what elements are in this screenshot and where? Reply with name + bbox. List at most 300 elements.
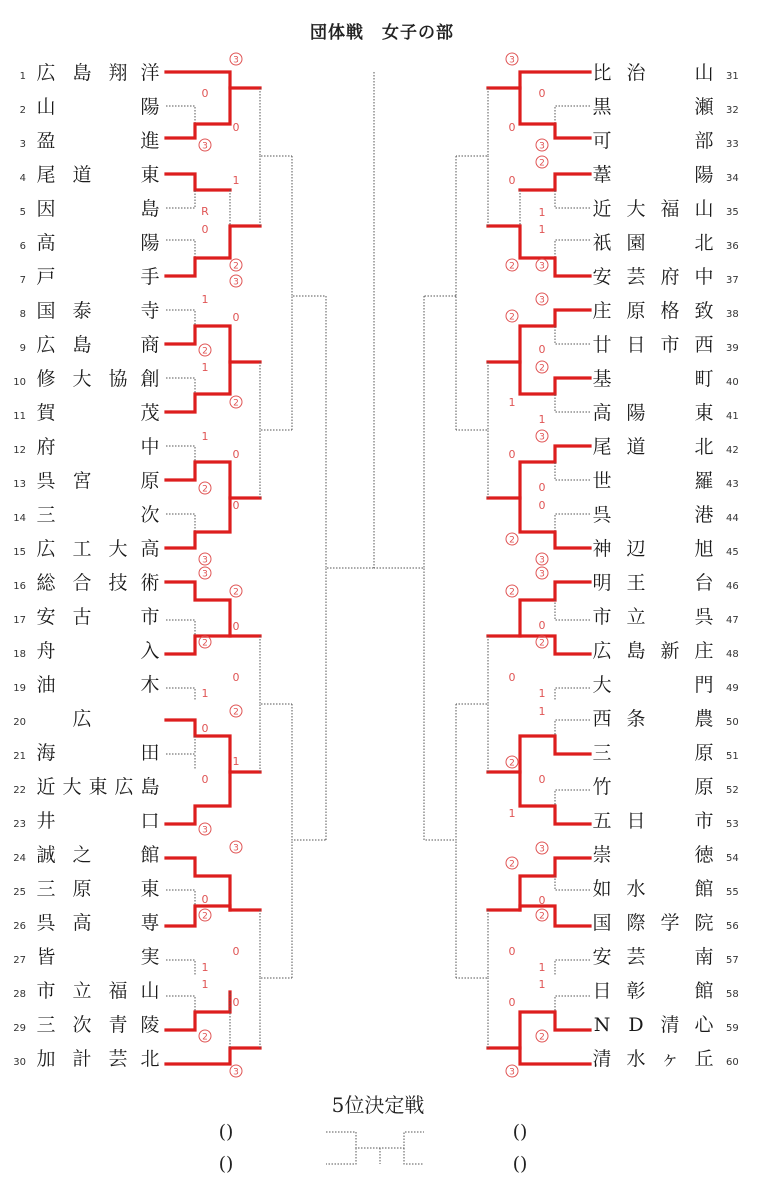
team-name-char: 館 xyxy=(694,980,714,1002)
team-name-char: 水 xyxy=(626,1048,646,1070)
team-name-char: 国 xyxy=(36,300,56,322)
score-value: 0 xyxy=(508,671,516,684)
team-number: 15 xyxy=(13,547,26,558)
score-value: 0 xyxy=(232,996,240,1009)
team-number: 21 xyxy=(13,751,26,762)
team-name-char: 呉 xyxy=(36,912,56,934)
team-name-char: 原 xyxy=(694,776,714,798)
team-name-char: 修 xyxy=(36,368,56,390)
team-name-char: 寺 xyxy=(140,300,160,322)
team-name-char: 庄 xyxy=(694,640,714,662)
team-name-char: 園 xyxy=(626,232,646,254)
score-value: 1 xyxy=(201,293,209,306)
team-name-char: 誠 xyxy=(36,844,56,866)
team-name-char: 青 xyxy=(108,1014,128,1036)
team-name-char: 世 xyxy=(592,470,612,492)
team-name-char: 木 xyxy=(140,674,160,696)
team-number: 49 xyxy=(726,683,739,694)
score-value: 2 xyxy=(539,1032,545,1043)
team-name-char: 呉 xyxy=(694,606,714,628)
team-name-char: 島 xyxy=(140,198,160,220)
score-value: 1 xyxy=(538,206,546,219)
team-name-char: 安 xyxy=(592,946,612,968)
team-name-char: 陽 xyxy=(140,96,160,118)
team-name-char: 日 xyxy=(592,980,612,1002)
right-bracket-lines xyxy=(374,72,590,1064)
team-name-char: 大 xyxy=(108,538,128,560)
team-name-char: 葦 xyxy=(592,164,612,186)
team-name-char: 心 xyxy=(694,1014,714,1036)
team-number: 41 xyxy=(726,411,739,422)
left-team-list xyxy=(13,62,159,1070)
team-name-char: 計 xyxy=(72,1048,92,1070)
fifth-place-slot-right-bottom: () xyxy=(512,1153,528,1175)
team-name-char: 東 xyxy=(694,402,714,424)
team-number: 59 xyxy=(726,1023,739,1034)
team-name-char: 協 xyxy=(108,368,128,390)
team-number: 28 xyxy=(13,989,26,1000)
team-name-char: 福 xyxy=(660,198,680,220)
team-number: 60 xyxy=(726,1057,739,1068)
score-value: 2 xyxy=(202,638,208,649)
team-number: 36 xyxy=(726,241,739,252)
team-number: 22 xyxy=(13,785,26,796)
score-value: 0 xyxy=(232,671,240,684)
fifth-place-slot-right-top: () xyxy=(512,1121,528,1143)
score-value: 0 xyxy=(508,174,516,187)
team-number: 9 xyxy=(19,343,26,354)
team-name-char: 島 xyxy=(72,62,92,84)
score-value: 0 xyxy=(508,996,516,1009)
score-value: 0 xyxy=(538,894,546,907)
team-name-char: 口 xyxy=(140,810,160,832)
team-name-char: 安 xyxy=(36,606,56,628)
score-value: 3 xyxy=(202,569,208,580)
team-name-char: 専 xyxy=(140,912,160,934)
left-score-labels xyxy=(199,53,242,1078)
team-number: 27 xyxy=(13,955,26,966)
team-name-char: 山 xyxy=(694,198,714,220)
team-name-char: 海 xyxy=(36,742,56,764)
team-number: 1 xyxy=(19,71,26,82)
team-name-char: 瀬 xyxy=(694,96,714,118)
team-name-char: 因 xyxy=(36,198,56,220)
team-name-char: 戸 xyxy=(36,266,56,288)
team-name-char: 陵 xyxy=(140,1014,160,1036)
team-name-char: 比 xyxy=(592,62,612,84)
team-number: 43 xyxy=(726,479,739,490)
team-number: 32 xyxy=(726,105,739,116)
score-value: 2 xyxy=(202,484,208,495)
team-name-char: 尾 xyxy=(36,164,56,186)
team-name-char: 門 xyxy=(694,674,714,696)
team-number: 10 xyxy=(13,377,26,388)
team-name-char: 呉 xyxy=(36,470,56,492)
team-name-char: 明 xyxy=(592,572,612,594)
team-number: 47 xyxy=(726,615,739,626)
team-name-char: 院 xyxy=(694,912,714,934)
team-name-char: 田 xyxy=(140,742,160,764)
score-value: 2 xyxy=(509,312,515,323)
score-value: 2 xyxy=(202,911,208,922)
team-number: 54 xyxy=(726,853,739,864)
team-name-char: 古 xyxy=(72,606,92,628)
team-number: 14 xyxy=(13,513,26,524)
team-number: 50 xyxy=(726,717,739,728)
team-name-char: 市 xyxy=(694,810,714,832)
team-name-char: 商 xyxy=(140,334,160,356)
score-value: 3 xyxy=(539,844,545,855)
team-name-char: 進 xyxy=(140,130,160,152)
team-name-char: N xyxy=(593,1014,611,1036)
team-name-char: 島 xyxy=(140,776,160,798)
score-value: 0 xyxy=(201,893,209,906)
team-name-char: 日 xyxy=(626,334,646,356)
team-name-char: 王 xyxy=(626,572,646,594)
team-name-char: 高 xyxy=(72,912,92,934)
team-number: 7 xyxy=(19,275,26,286)
score-value: 3 xyxy=(202,555,208,566)
team-name-char: 広 xyxy=(592,640,612,662)
score-value: 0 xyxy=(232,499,240,512)
team-name-char: 道 xyxy=(626,436,646,458)
score-value: 1 xyxy=(508,396,516,409)
team-name-char: 祇 xyxy=(592,232,612,254)
team-name-char: 宮 xyxy=(72,470,92,492)
score-value: 3 xyxy=(539,569,545,580)
team-name-char: 山 xyxy=(694,62,714,84)
team-name-char: 基 xyxy=(592,368,612,390)
score-value: 2 xyxy=(509,535,515,546)
team-name-char: 市 xyxy=(140,606,160,628)
team-name-char: 実 xyxy=(140,946,160,968)
score-value: 0 xyxy=(538,481,546,494)
team-name-char: 徳 xyxy=(694,844,714,866)
team-name-char: 日 xyxy=(626,810,646,832)
team-name-char: 新 xyxy=(660,640,680,662)
team-name-char: 芸 xyxy=(626,266,646,288)
team-name-char: 入 xyxy=(140,640,160,662)
team-name-char: 北 xyxy=(694,232,714,254)
team-name-char: 賀 xyxy=(36,402,56,424)
team-name-char: 高 xyxy=(140,538,160,560)
score-value: 1 xyxy=(201,978,209,991)
team-number: 24 xyxy=(13,853,26,864)
team-number: 8 xyxy=(19,309,26,320)
team-name-char: 丘 xyxy=(694,1048,714,1070)
team-number: 2 xyxy=(19,105,26,116)
team-name-char: 安 xyxy=(592,266,612,288)
score-value: 0 xyxy=(201,223,209,236)
team-number: 26 xyxy=(13,921,26,932)
team-name-char: 館 xyxy=(694,878,714,900)
score-value: R xyxy=(201,205,209,218)
team-number: 11 xyxy=(13,411,26,422)
team-name-char: 芸 xyxy=(626,946,646,968)
team-name-char: 茂 xyxy=(140,402,160,424)
score-value: 3 xyxy=(202,141,208,152)
score-value: 0 xyxy=(232,945,240,958)
right-team-list xyxy=(592,62,738,1070)
team-name-char: 島 xyxy=(626,640,646,662)
score-value: 2 xyxy=(233,398,239,409)
team-name-char: 陽 xyxy=(140,232,160,254)
team-name-char: 格 xyxy=(660,300,680,322)
team-number: 4 xyxy=(19,173,26,184)
team-name-char: 合 xyxy=(72,572,92,594)
score-value: 1 xyxy=(538,687,546,700)
team-name-char: 広 xyxy=(114,776,134,798)
team-number: 23 xyxy=(13,819,26,830)
score-value: 1 xyxy=(201,430,209,443)
score-value: 2 xyxy=(233,707,239,718)
team-name-char: 泰 xyxy=(72,300,92,322)
team-number: 51 xyxy=(726,751,739,762)
team-name-char: 府 xyxy=(660,266,680,288)
score-value: 2 xyxy=(509,587,515,598)
team-name-char: 福 xyxy=(108,980,128,1002)
team-name-char: 東 xyxy=(88,776,108,798)
team-number: 42 xyxy=(726,445,739,456)
team-name-char: 原 xyxy=(72,878,92,900)
team-name-char: 三 xyxy=(592,742,612,764)
score-value: 3 xyxy=(539,141,545,152)
team-number: 33 xyxy=(726,139,739,150)
team-name-char: 高 xyxy=(592,402,612,424)
score-value: 0 xyxy=(232,121,240,134)
score-value: 0 xyxy=(538,773,546,786)
team-name-char: 翔 xyxy=(108,62,128,84)
team-name-char: 港 xyxy=(694,504,714,526)
team-name-char: 市 xyxy=(592,606,612,628)
team-name-char: 陽 xyxy=(694,164,714,186)
team-name-char: 技 xyxy=(108,572,128,594)
team-name-char: 市 xyxy=(36,980,56,1002)
score-value: 2 xyxy=(539,638,545,649)
team-name-char: D xyxy=(628,1014,644,1036)
team-name-char: 盈 xyxy=(36,130,56,152)
team-name-char: 大 xyxy=(592,674,612,696)
score-value: 0 xyxy=(232,448,240,461)
score-value: 2 xyxy=(509,261,515,272)
team-name-char: 次 xyxy=(140,504,160,526)
team-name-char: 大 xyxy=(72,368,92,390)
team-name-char: 陽 xyxy=(626,402,646,424)
score-value: 1 xyxy=(538,413,546,426)
team-number: 44 xyxy=(726,513,739,524)
team-number: 13 xyxy=(13,479,26,490)
fifth-place-section xyxy=(219,1093,528,1175)
score-value: 1 xyxy=(232,174,240,187)
team-name-char: 旭 xyxy=(694,538,714,560)
team-name-char: 西 xyxy=(592,708,612,730)
team-name-char: 条 xyxy=(626,708,646,730)
team-name-char: 広 xyxy=(36,62,56,84)
team-name-char: 油 xyxy=(36,674,56,696)
team-name-char: 水 xyxy=(626,878,646,900)
score-value: 1 xyxy=(508,807,516,820)
team-name-char: 治 xyxy=(626,62,646,84)
team-name-char: 三 xyxy=(36,878,56,900)
team-name-char: 町 xyxy=(694,368,714,390)
team-number: 12 xyxy=(13,445,26,456)
team-name-char: 芸 xyxy=(108,1048,128,1070)
left-bracket-lines xyxy=(166,72,374,1064)
team-name-char: 黒 xyxy=(592,96,612,118)
team-name-char: 山 xyxy=(140,980,160,1002)
team-name-char: 工 xyxy=(72,538,92,560)
team-number: 16 xyxy=(13,581,26,592)
team-number: 45 xyxy=(726,547,739,558)
team-number: 53 xyxy=(726,819,739,830)
team-name-char: 次 xyxy=(72,1014,92,1036)
team-name-char: 皆 xyxy=(36,946,56,968)
team-name-char: 高 xyxy=(36,232,56,254)
team-name-char: 神 xyxy=(592,538,612,560)
right-score-labels xyxy=(506,53,548,1078)
team-name-char: 竹 xyxy=(592,776,612,798)
team-number: 48 xyxy=(726,649,739,660)
team-name-char: 道 xyxy=(72,164,92,186)
team-number: 30 xyxy=(13,1057,26,1068)
score-value: 0 xyxy=(232,311,240,324)
team-name-char: 台 xyxy=(694,572,714,594)
score-value: 2 xyxy=(539,911,545,922)
team-name-char: 広 xyxy=(36,334,56,356)
team-name-char: 尾 xyxy=(592,436,612,458)
team-number: 31 xyxy=(726,71,739,82)
score-value: 1 xyxy=(201,687,209,700)
team-number: 18 xyxy=(13,649,26,660)
team-name-char: 東 xyxy=(140,878,160,900)
team-name-char: 洋 xyxy=(140,62,160,84)
score-value: 2 xyxy=(539,158,545,169)
team-name-char: 三 xyxy=(36,1014,56,1036)
team-name-char: 廿 xyxy=(592,334,612,356)
team-name-char: 之 xyxy=(72,844,92,866)
score-value: 3 xyxy=(509,1067,515,1078)
team-name-char: 島 xyxy=(72,334,92,356)
team-name-char: 創 xyxy=(140,368,160,390)
team-name-char: 中 xyxy=(140,436,160,458)
team-number: 5 xyxy=(19,207,26,218)
score-value: 3 xyxy=(539,555,545,566)
team-name-char: 可 xyxy=(592,130,612,152)
team-name-char: 総 xyxy=(36,572,56,594)
team-name-char: 学 xyxy=(660,912,680,934)
team-name-char: 加 xyxy=(36,1048,56,1070)
team-name-char: 北 xyxy=(140,1048,160,1070)
team-number: 38 xyxy=(726,309,739,320)
team-name-char: ヶ xyxy=(660,1048,680,1070)
score-value: 1 xyxy=(538,223,546,236)
team-name-char: 立 xyxy=(626,606,646,628)
team-name-char: 羅 xyxy=(694,470,714,492)
score-value: 0 xyxy=(201,722,209,735)
team-name-char: 五 xyxy=(592,810,612,832)
team-name-char: 府 xyxy=(36,436,56,458)
score-value: 3 xyxy=(539,432,545,443)
team-name-char: 館 xyxy=(140,844,160,866)
team-name-char: 近 xyxy=(592,198,612,220)
score-value: 2 xyxy=(233,261,239,272)
score-value: 3 xyxy=(539,295,545,306)
team-name-char: 西 xyxy=(694,334,714,356)
score-value: 0 xyxy=(538,343,546,356)
team-name-char: 原 xyxy=(694,742,714,764)
score-value: 3 xyxy=(539,261,545,272)
team-name-char: 清 xyxy=(592,1048,612,1070)
team-number: 55 xyxy=(726,887,739,898)
team-number: 52 xyxy=(726,785,739,796)
team-name-char: 際 xyxy=(626,912,646,934)
team-number: 25 xyxy=(13,887,26,898)
score-value: 3 xyxy=(233,843,239,854)
team-number: 3 xyxy=(19,139,26,150)
team-name-char: 広 xyxy=(72,708,92,730)
team-number: 40 xyxy=(726,377,739,388)
team-name-char: 東 xyxy=(140,164,160,186)
fifth-place-bracket xyxy=(326,1132,424,1164)
team-number: 37 xyxy=(726,275,739,286)
team-name-char: 市 xyxy=(660,334,680,356)
score-value: 0 xyxy=(201,87,209,100)
team-name-char: 舟 xyxy=(36,640,56,662)
team-name-char: 清 xyxy=(660,1014,680,1036)
team-name-char: 大 xyxy=(626,198,646,220)
score-value: 3 xyxy=(233,1067,239,1078)
team-name-char: 呉 xyxy=(592,504,612,526)
team-name-char: 北 xyxy=(694,436,714,458)
score-value: 2 xyxy=(509,859,515,870)
team-name-char: 致 xyxy=(694,300,714,322)
team-name-char: 国 xyxy=(592,912,612,934)
score-value: 1 xyxy=(538,705,546,718)
score-value: 1 xyxy=(232,755,240,768)
team-name-char: 中 xyxy=(694,266,714,288)
score-value: 3 xyxy=(233,55,239,66)
team-number: 39 xyxy=(726,343,739,354)
score-value: 1 xyxy=(538,961,546,974)
team-name-char: 原 xyxy=(140,470,160,492)
team-number: 6 xyxy=(19,241,26,252)
score-value: 0 xyxy=(538,619,546,632)
team-number: 58 xyxy=(726,989,739,1000)
team-name-char: 山 xyxy=(36,96,56,118)
team-name-char: 三 xyxy=(36,504,56,526)
fifth-place-slot-left-bottom: () xyxy=(218,1153,234,1175)
team-name-char: 彰 xyxy=(626,980,646,1002)
team-number: 57 xyxy=(726,955,739,966)
team-name-char: 広 xyxy=(36,538,56,560)
score-value: 0 xyxy=(508,945,516,958)
team-name-char: 南 xyxy=(694,946,714,968)
score-value: 0 xyxy=(232,620,240,633)
score-value: 1 xyxy=(538,978,546,991)
fifth-place-title: 5位決定戦 xyxy=(331,1093,425,1117)
team-number: 35 xyxy=(726,207,739,218)
score-value: 0 xyxy=(538,87,546,100)
score-value: 3 xyxy=(202,825,208,836)
team-number: 56 xyxy=(726,921,739,932)
team-number: 20 xyxy=(13,717,26,728)
score-value: 2 xyxy=(233,587,239,598)
score-value: 3 xyxy=(509,55,515,66)
score-value: 2 xyxy=(539,363,545,374)
team-name-char: 辺 xyxy=(626,538,646,560)
team-name-char: 農 xyxy=(694,708,714,730)
team-name-char: 立 xyxy=(72,980,92,1002)
